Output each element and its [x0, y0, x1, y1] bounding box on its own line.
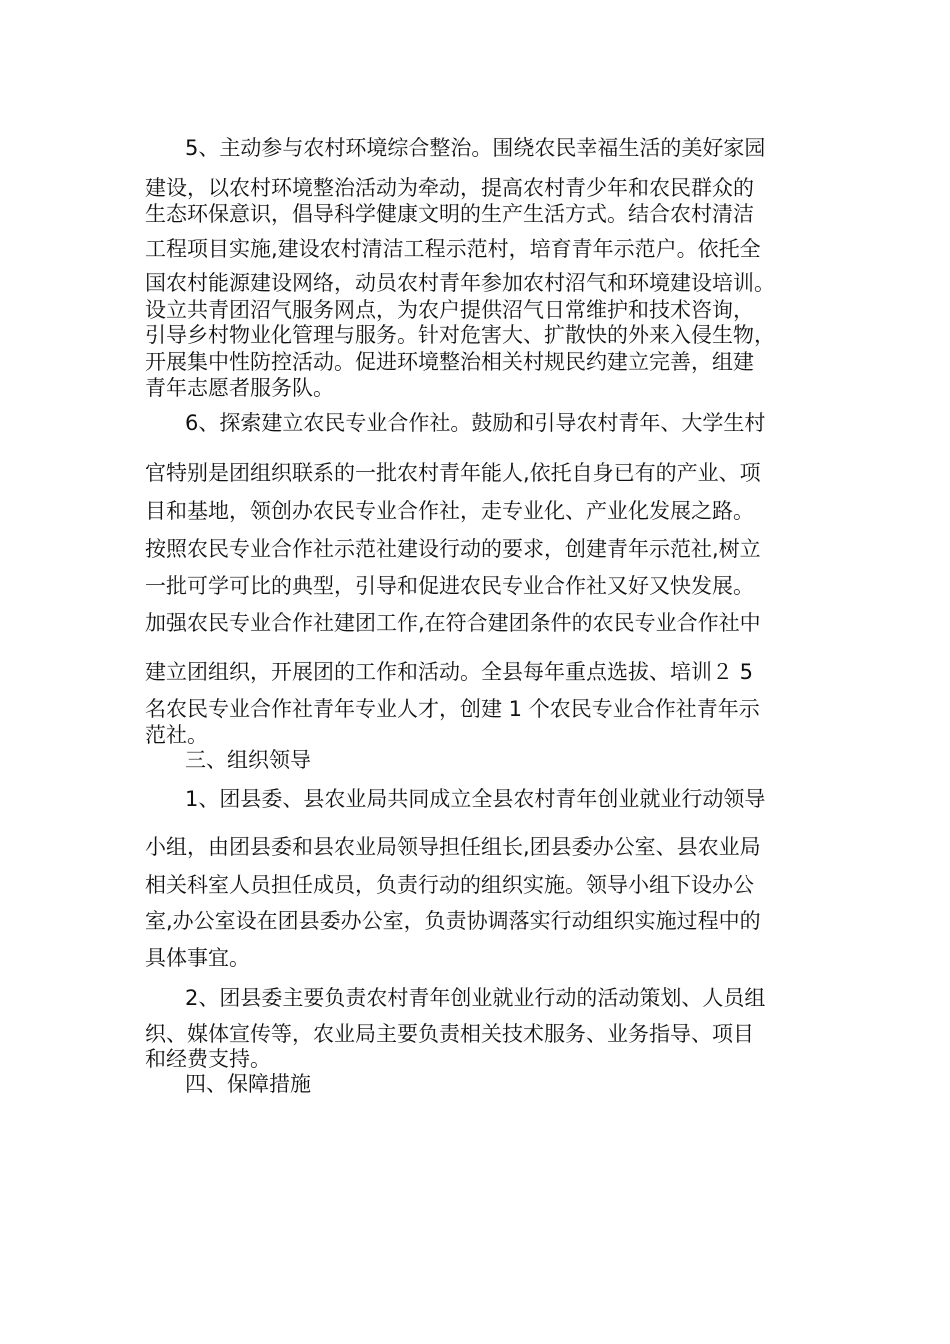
text-line: 一批可学可比的典型，引导和促进农民专业合作社又好又快发展。	[145, 574, 754, 598]
section-heading: 四、保障措施	[185, 1072, 311, 1096]
section-heading: 三、组织领导	[185, 748, 311, 772]
text-line: 6、探索建立农民专业合作社。鼓励和引导农村青年、大学生村	[185, 411, 766, 435]
text-line: 2、团县委主要负责农村青年创业就业行动的活动策划、人员组	[185, 986, 766, 1010]
text-line: 加强农民专业合作社建团工作,在符合建团条件的农民专业合作社中	[145, 611, 761, 635]
text-line: 范社。	[145, 723, 208, 747]
text-line: 织、媒体宣传等，农业局主要负责相关技术服务、业务指导、项目	[145, 1022, 754, 1046]
text-line: 具体事宜。	[145, 946, 250, 970]
text-line: 工程项目实施,建设农村清洁工程示范村，培育青年示范户。依托全	[145, 237, 761, 261]
text-line: 引导乡村物业化管理与服务。针对危害大、扩散快的外来入侵生物，	[145, 323, 775, 347]
text-line: 青年志愿者服务队。	[145, 376, 334, 400]
text-line: 生态环保意识，倡导科学健康文明的生产生活方式。结合农村清洁	[145, 202, 754, 226]
text-line: 官特别是团组织联系的一批农村青年能人,依托自身已有的产业、项	[145, 461, 761, 485]
text-line: 1、团县委、县农业局共同成立全县农村青年创业就业行动领导	[185, 787, 766, 811]
text-line: 小组，由团县委和县农业局领导担任组长,团县委办公室、县农业局	[145, 835, 761, 859]
text-line: 名农民专业合作社青年专业人才，创建 1 个农民专业合作社青年示	[145, 697, 760, 721]
text-line: 开展集中性防控活动。促进环境整治相关村规民约建立完善，组建	[145, 350, 754, 374]
text-line: 按照农民专业合作社示范社建设行动的要求，创建青年示范社,树立	[145, 537, 761, 561]
text-line: 室,办公室设在团县委办公室，负责协调落实行动组织实施过程中的	[145, 909, 761, 933]
text-line: 目和基地，领创办农民专业合作社，走专业化、产业化发展之路。	[145, 499, 754, 523]
text-line: 建设，以农村环境整治活动为牵动，提高农村青少年和农民群众的	[145, 176, 754, 200]
text-line: 5、主动参与农村环境综合整治。围绕农民幸福生活的美好家园	[185, 136, 766, 160]
text-line: 建立团组织，开展团的工作和活动。全县每年重点选拔、培训２ 5	[145, 660, 754, 684]
text-line: 国农村能源建设网络，动员农村青年参加农村沼气和环境建设培训。	[145, 271, 775, 295]
text-line: 设立共青团沼气服务网点，为农户提供沼气日常维护和技术咨询，	[145, 298, 754, 322]
text-line: 和经费支持。	[145, 1047, 271, 1071]
text-line: 相关科室人员担任成员，负责行动的组织实施。领导小组下设办公	[145, 873, 754, 897]
